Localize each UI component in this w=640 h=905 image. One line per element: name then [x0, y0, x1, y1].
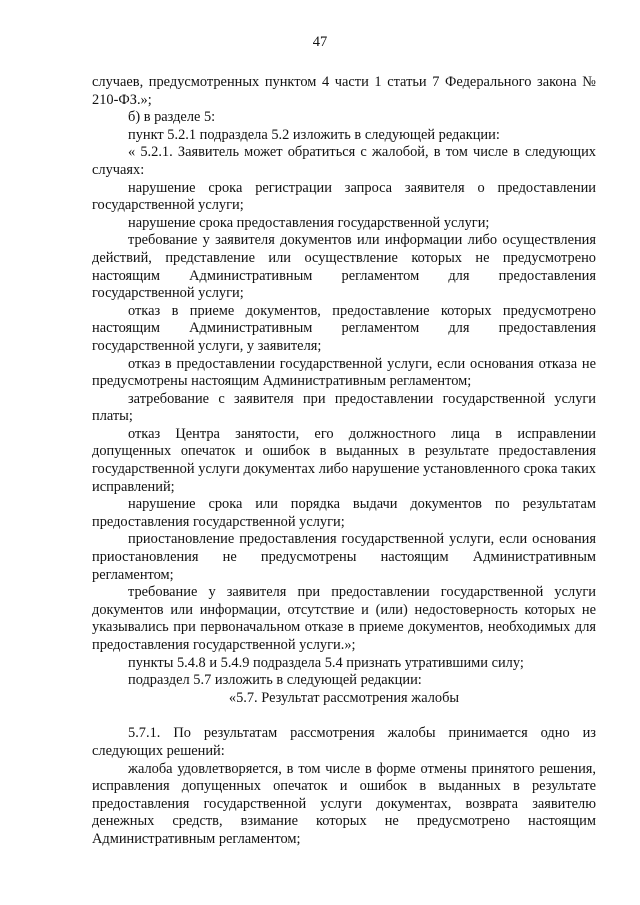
paragraph: нарушение срока предоставления государственной услуги; [128, 214, 490, 231]
paragraph: затребование с заявителя при предоставлении государственной услуги платы; [92, 390, 596, 425]
paragraph: случаев, предусмотренных пунктом 4 части 1 статьи 7 Федерального закона № 210-ФЗ.»; [92, 74, 596, 108]
paragraph: нарушение срока или порядка выдачи документов по результатам предоставления государственной услуги; [92, 496, 596, 530]
document-body [92, 74, 596, 849]
paragraph: приостановление предоставления государственной услуги, если основания приостановления не предусмотрены настоящим Административным регламентом; [92, 531, 596, 583]
paragraph: пункт 5.2.1 подраздела 5.2 изложить в следующей редакции: [128, 126, 500, 143]
page-number: 47 [312, 34, 328, 50]
section-heading: «5.7. Результат рассмотрения жалобы [228, 689, 460, 706]
paragraph: отказ Центра занятости, его должностного лица в исправлении допущенных опечаток и ошибок в выданных в результате предоставления государственной услуги документах либо нарушение установленного срока таких исправлений; [92, 425, 596, 495]
paragraph: б) в разделе 5: [128, 109, 216, 126]
paragraphs-top [92, 74, 596, 690]
paragraph: 5.7.1. По результатам рассмотрения жалобы принимается одно из следующих решений: [92, 725, 596, 759]
paragraph: требование у заявителя при предоставлении государственной услуги документов или информации, отсутствие и (или) недостоверность которых не указывались при первоначальном отказе в приеме документов, необходимых для предоставления государственной услуги.»; [92, 584, 596, 653]
paragraph: отказ в приеме документов, предоставление которых предусмотрено настоящим Административным регламентом для предоставления государственной услуги, у заявителя; [92, 302, 596, 354]
paragraph: « 5.2.1. Заявитель может обратиться с жалобой, в том числе в следующих случаях: [92, 144, 596, 178]
spacer [92, 707, 596, 725]
paragraph: пункты 5.4.8 и 5.4.9 подраздела 5.4 признать утратившими силу; [128, 654, 524, 671]
paragraph: нарушение срока регистрации запроса заявителя о предоставлении государственной услуги; [92, 179, 596, 214]
paragraph: требование у заявителя документов или информации либо осуществления действий, представление или осуществление которых не предусмотрено настоящим Административным регламентом для предоставления государственной услуги; [92, 232, 596, 302]
paragraph: отказ в предоставлении государственной услуги, если основания отказа не предусмотрены настоящим Административным регламентом; [92, 355, 596, 390]
paragraph: подраздел 5.7 изложить в следующей редакции: [128, 672, 422, 689]
paragraphs-bottom [92, 725, 596, 848]
paragraph: жалоба удовлетворяется, в том числе в форме отмены принятого решения, исправления допущенных опечаток и ошибок в выданных в результате предоставления государственной услуги документах, возврата заявителю денежных средств, взимание которых не предусмотрено настоящим Административным регламентом; [92, 760, 596, 847]
